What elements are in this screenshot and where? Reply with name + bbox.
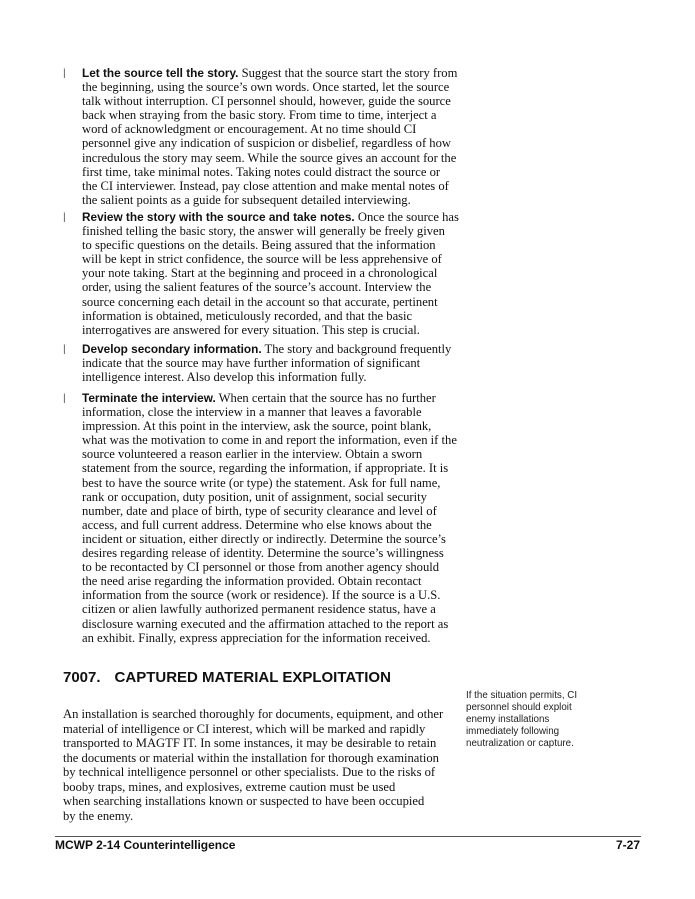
text-line: indicate that the source may have further information of significant xyxy=(82,356,421,371)
text-line xyxy=(82,391,462,405)
bullet-item xyxy=(64,66,462,207)
text-line: citizen or alien lawfully authorized permanent residence status, have a xyxy=(82,602,436,617)
text-line: rank or occupation, duty position, unit of assignment, social security xyxy=(82,489,427,504)
bullet-item xyxy=(64,391,462,645)
bullet-marker-icon: ▏ xyxy=(64,213,71,222)
text-line: when searching installations known or suspected to have been occupied xyxy=(63,794,425,808)
text-line: incredulous the story may seem. While the source gives an account for the xyxy=(82,150,457,165)
text-line: neutralization or capture. xyxy=(466,738,574,749)
footer-title: MCWP 2-14 Counterintelligence xyxy=(55,838,236,852)
text-line xyxy=(82,66,462,80)
text-line: to be recontacted by CI personnel or those from another agency should xyxy=(82,560,440,575)
bullet-marker-icon: ▏ xyxy=(64,69,71,78)
text-line: by the enemy. xyxy=(63,808,134,823)
text-line: the need arise regarding the information provided. Obtain recontact xyxy=(82,574,422,589)
text-run: Suggest that the source start the story from xyxy=(238,66,458,80)
bullet-lead: Terminate the interview. xyxy=(82,391,216,405)
text-line: by technical intelligence personnel or other specialists. Due to the risks of xyxy=(63,765,436,779)
bullet-item xyxy=(64,210,462,337)
text-line: material of intelligence or CI interest, which will be marked and rapidly xyxy=(63,721,426,736)
text-line: information from the source (work or residence). If the source is a U.S. xyxy=(82,588,441,603)
bullet-item xyxy=(64,342,462,385)
text-line: incident or situation, either directly or indirectly. Determine the source’s xyxy=(82,531,446,546)
text-line: an exhibit. Finally, express appreciation for the information received. xyxy=(82,630,431,645)
bullet-marker-icon: ▏ xyxy=(64,394,71,403)
text-line: talk without interruption. CI personnel should, however, guide the source xyxy=(82,94,451,109)
text-line: desires regarding release of identity. Determine the source’s willingness xyxy=(82,546,444,561)
section-paragraph xyxy=(63,707,443,823)
bullet-lead: Review the story with the source and take notes. xyxy=(82,210,355,224)
section-heading xyxy=(63,669,391,686)
text-line: to specific questions on the details. Being assured that the information xyxy=(82,238,436,253)
text-line: the salient points as a guide for subsequent detailed interviewing. xyxy=(82,192,411,207)
bullet-lead: Let the source tell the story. xyxy=(82,66,239,80)
text-line: order, using the salient features of the source’s account. Interview the xyxy=(82,280,432,295)
text-line: the beginning, using the source’s own words. Once started, let the source xyxy=(82,80,450,95)
bullet-lead: Develop secondary information. xyxy=(82,342,262,356)
text-line: will be kept in strict confidence, the source will be less apprehensive of xyxy=(82,252,442,267)
text-line: immediately following xyxy=(466,726,560,737)
text-run: Once the source has xyxy=(354,210,459,224)
text-line: number, date and place of birth, type of security clearance and level of xyxy=(82,503,437,518)
text-line: information, close the interview in a manner that leaves a favorable xyxy=(82,405,422,420)
text-line: the documents or material within the installation for thorough examination xyxy=(63,750,439,765)
text-line: disclosure warning executed and the affirmation attached to the report as xyxy=(82,616,449,631)
text-line: If the situation permits, CI xyxy=(466,690,578,701)
text-line: information is obtained, meticulously recorded, and that the basic xyxy=(82,308,413,323)
text-line xyxy=(82,210,462,224)
text-run: The story and background frequently xyxy=(261,342,452,356)
text-line: interrogatives are answered for every situation. This step is crucial. xyxy=(82,322,420,337)
margin-note xyxy=(466,690,577,750)
bullet-marker-icon: ▏ xyxy=(64,345,71,354)
text-line: what was the motivation to come in and report the information, even if the xyxy=(82,433,457,448)
text-line: transported to MAGTF IT. In some instances, it may be desirable to retain xyxy=(63,736,437,750)
text-line: personnel should exploit xyxy=(466,702,572,713)
section-number: 7007. xyxy=(63,669,101,686)
text-line: statement from the source, regarding the information, if appropriate. It is xyxy=(82,461,449,476)
text-line: finished telling the basic story, the answer will generally be freely given xyxy=(82,224,445,239)
text-line: the CI interviewer. Instead, pay close attention and make mental notes of xyxy=(82,178,449,193)
footer-rule xyxy=(55,836,641,837)
text-line: access, and full current address. Determine who else knows about the xyxy=(82,517,432,532)
text-line: best to have the source write (or type) the statement. Ask for full name, xyxy=(82,475,441,490)
text-line: source volunteered a reason earlier in the interview. Obtain a sworn xyxy=(82,447,423,462)
text-line: enemy installations xyxy=(466,714,550,725)
text-line: impression. At this point in the interview, ask the source, point blank, xyxy=(82,419,432,434)
text-line: personnel give any indication of suspicion or disbelief, regardless of how xyxy=(82,136,451,151)
text-line: your note taking. Start at the beginning and proceed in a chronological xyxy=(82,266,438,281)
text-line: word of acknowledgment or encouragement. At no time should CI xyxy=(82,122,417,137)
text-line: first time, take minimal notes. Taking notes could distract the source or xyxy=(82,164,441,179)
text-line: booby traps, mines, and explosives, extreme caution must be used xyxy=(63,779,396,794)
text-line: source concerning each detail in the account so that accurate, pertinent xyxy=(82,294,438,309)
text-line: intelligence interest. Also develop this information fully. xyxy=(82,370,367,385)
text-line: back when straying from the basic story. From time to time, interject a xyxy=(82,108,437,123)
section-title: CAPTURED MATERIAL EXPLOITATION xyxy=(114,669,391,686)
page-number: 7-27 xyxy=(615,838,640,852)
text-line: An installation is searched thoroughly for documents, equipment, and other xyxy=(63,707,444,721)
text-line xyxy=(82,342,462,356)
text-run: When certain that the source has no further xyxy=(215,391,436,405)
